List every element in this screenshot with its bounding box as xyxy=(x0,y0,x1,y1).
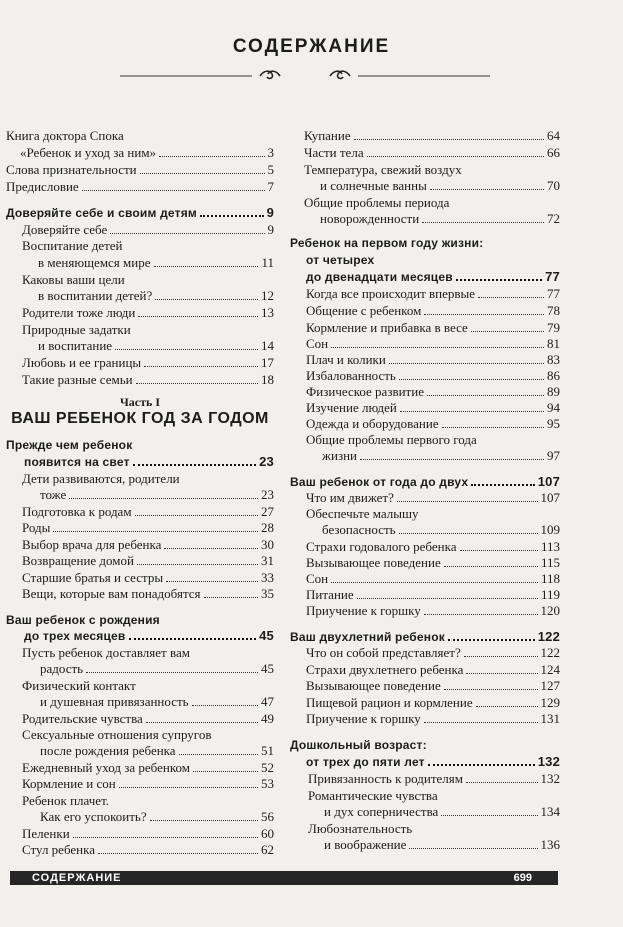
toc-page-number: 17 xyxy=(261,355,274,370)
toc-entry-label: Сон xyxy=(306,336,329,351)
toc-entry xyxy=(306,286,560,302)
toc-entry-label: Предисловие xyxy=(6,179,79,194)
dot-leader xyxy=(146,722,258,723)
dot-leader xyxy=(444,689,538,690)
toc-entry-label: Что он собой представляет? xyxy=(306,645,461,660)
toc-page-number: 77 xyxy=(547,286,560,301)
toc-entry xyxy=(22,570,274,586)
toc-page-number: 127 xyxy=(540,678,560,693)
dot-leader xyxy=(367,156,544,157)
toc-entry xyxy=(22,355,274,371)
toc-entry xyxy=(324,837,560,853)
toc-page-number: 94 xyxy=(547,400,560,415)
toc-page-number: 136 xyxy=(540,837,560,852)
toc-entry xyxy=(306,662,560,678)
dot-leader xyxy=(360,459,544,460)
toc-entry xyxy=(306,368,560,384)
toc-page-number: 62 xyxy=(261,842,274,857)
dot-leader xyxy=(456,279,542,281)
toc-entry-text: Обеспечьте малышу xyxy=(306,506,419,521)
toc-entry xyxy=(22,222,274,238)
toc-entry xyxy=(40,809,274,825)
part-title: ВАШ РЕБЕНОК ГОД ЗА ГОДОМ xyxy=(11,410,269,427)
toc-page-number: 45 xyxy=(261,661,274,676)
toc-page-number: 115 xyxy=(540,555,560,570)
footer-page-number: 699 xyxy=(513,872,532,884)
toc-page-number: 109 xyxy=(540,522,560,537)
toc-entry-label: и дух соперничества xyxy=(324,804,439,819)
toc-entry xyxy=(306,645,560,661)
dot-leader xyxy=(110,233,264,234)
toc-section-heading: Ваш ребенок с рождения xyxy=(6,613,160,627)
toc-page-number: 56 xyxy=(261,809,274,824)
toc-entry-label: Кормление и прибавка в весе xyxy=(306,320,468,335)
dot-leader xyxy=(441,815,537,816)
dot-leader xyxy=(137,564,258,565)
toc-entry-text: Книга доктора Спока xyxy=(6,128,124,143)
toc-page-number: 52 xyxy=(261,760,274,775)
toc-page-number: 81 xyxy=(547,336,560,351)
dot-leader xyxy=(471,331,544,332)
dot-leader xyxy=(193,771,258,772)
toc-entry-label: Избалованность xyxy=(306,368,396,383)
dot-leader xyxy=(397,501,538,502)
toc-page-number: 72 xyxy=(547,211,560,226)
toc-entry-text: Общие проблемы периода xyxy=(304,195,450,210)
toc-page-number: 45 xyxy=(259,628,274,643)
toc-page-number: 120 xyxy=(540,603,560,618)
toc-page-number: 119 xyxy=(540,587,560,602)
dot-leader xyxy=(133,464,256,466)
toc-page-number: 132 xyxy=(540,771,560,786)
toc-page-number: 83 xyxy=(547,352,560,367)
dot-leader xyxy=(204,597,258,598)
toc-entry xyxy=(22,586,274,602)
toc-entry-label: Старшие братья и сестры xyxy=(22,570,164,585)
dot-leader xyxy=(136,383,258,384)
toc-page-number: 9 xyxy=(267,222,274,237)
toc-page-number: 11 xyxy=(261,255,274,270)
toc-entry-label: «Ребенок и уход за ним» xyxy=(20,145,157,160)
toc-entry-label: и воспитание xyxy=(38,338,113,353)
toc-entry xyxy=(306,555,560,571)
dot-leader xyxy=(464,656,538,657)
toc-entry-label: Любовь и ее границы xyxy=(22,355,142,370)
toc-page-number: 23 xyxy=(261,487,274,502)
dot-leader xyxy=(144,366,258,367)
toc-entry xyxy=(306,490,560,506)
toc-page-number: 134 xyxy=(540,804,560,819)
toc-entry-label: Роды xyxy=(22,520,51,535)
toc-entry-label: Сон xyxy=(306,571,329,586)
toc-entry-label: Родители тоже люди xyxy=(22,305,136,320)
dot-leader xyxy=(448,639,535,641)
toc-entry-label: и воображение xyxy=(324,837,407,852)
toc-entry xyxy=(306,384,560,400)
dot-leader xyxy=(135,515,258,516)
toc-entry-label: Вызывающее поведение xyxy=(306,555,441,570)
toc-entry-text: Любознательность xyxy=(308,821,413,836)
toc-entry xyxy=(40,743,274,759)
toc-entry-label: Когда все происходит впервые xyxy=(306,286,476,301)
toc-page-number: 33 xyxy=(261,570,274,585)
toc-entry-label: Подготовка к родам xyxy=(22,504,132,519)
toc-page-number: 131 xyxy=(540,711,560,726)
toc-entry xyxy=(20,145,274,161)
toc-entry-text: Сексуальные отношения супругов xyxy=(22,727,212,742)
toc-page-number: 89 xyxy=(547,384,560,399)
toc-entry-text: Температура, свежий воздух xyxy=(304,162,462,177)
toc-entry-label: Страхи годовалого ребенка xyxy=(306,539,457,554)
toc-entry-label: Привязанность к родителям xyxy=(308,771,463,786)
toc-entry-text: Физический контакт xyxy=(22,678,136,693)
toc-page-number: 5 xyxy=(267,162,274,177)
toc-entry-label: до трех месяцев xyxy=(24,629,126,643)
toc-entry xyxy=(306,400,560,416)
dot-leader xyxy=(179,754,258,755)
toc-entry-text: Пусть ребенок доставляет вам xyxy=(22,645,190,660)
toc-entry-label: Общение с ребенком xyxy=(306,303,422,318)
dot-leader xyxy=(192,705,258,706)
toc-page-number: 124 xyxy=(540,662,560,677)
toc-section-entry xyxy=(24,454,274,470)
toc-entry-label: Приучение к горшку xyxy=(306,603,421,618)
toc-page-number: 66 xyxy=(547,145,560,160)
toc-page-number: 23 xyxy=(259,454,274,469)
toc-entry-label: тоже xyxy=(40,487,67,502)
dot-leader xyxy=(140,173,265,174)
toc-entry-label: и душевная привязанность xyxy=(40,694,189,709)
toc-page-number: 13 xyxy=(261,305,274,320)
toc-entry-text: Ребенок плачет. xyxy=(22,793,110,808)
toc-page-number: 79 xyxy=(547,320,560,335)
toc-entry xyxy=(306,571,560,587)
toc-entry-text: Природные задатки xyxy=(22,322,131,337)
toc-page-number: 64 xyxy=(547,128,560,143)
toc-section-entry xyxy=(24,628,274,644)
toc-page-number: 53 xyxy=(261,776,274,791)
toc-page-number: 9 xyxy=(266,205,274,220)
toc-entry xyxy=(22,520,274,536)
dot-leader xyxy=(150,820,258,821)
toc-entry-label: Вещи, которые вам понадобятся xyxy=(22,586,201,601)
toc-page-number: 107 xyxy=(540,490,560,505)
toc-entry-label: и солнечные ванны xyxy=(320,178,427,193)
toc-entry-label: в меняющемся мире xyxy=(38,255,151,270)
toc-entry xyxy=(22,305,274,321)
toc-entry xyxy=(22,776,274,792)
dot-leader xyxy=(115,349,258,350)
dot-leader xyxy=(424,314,544,315)
toc-entry xyxy=(40,694,274,710)
toc-entry-label: Пищевой рацион и кормление xyxy=(306,695,473,710)
toc-section-entry xyxy=(6,205,274,221)
toc-page-number: 3 xyxy=(267,145,274,160)
toc-page-number: 122 xyxy=(540,645,560,660)
dot-leader xyxy=(444,566,538,567)
toc-page-number: 132 xyxy=(537,754,560,769)
toc-page-number: 47 xyxy=(261,694,274,709)
dot-leader xyxy=(164,548,258,549)
toc-entry-label: после рождения ребенка xyxy=(40,743,176,758)
toc-entry-text: Каковы ваши цели xyxy=(22,272,125,287)
toc-entry-label: безопасность xyxy=(322,522,396,537)
dot-leader xyxy=(476,706,538,707)
toc-entry-label: Родительские чувства xyxy=(22,711,143,726)
toc-entry xyxy=(306,303,560,319)
toc-entry-label: Части тела xyxy=(304,145,364,160)
dot-leader xyxy=(331,582,538,583)
dot-leader xyxy=(138,316,258,317)
toc-page-number: 97 xyxy=(547,448,560,463)
toc-page-number: 12 xyxy=(261,288,274,303)
toc-entry xyxy=(306,352,560,368)
toc-entry xyxy=(306,587,560,603)
toc-page-number: 107 xyxy=(537,474,560,489)
toc-entry-label: Как его успокоить? xyxy=(40,809,147,824)
dot-leader xyxy=(422,222,544,223)
footer-bar xyxy=(10,871,558,885)
toc-page-number: 60 xyxy=(261,826,274,841)
toc-entry xyxy=(22,842,274,858)
dot-leader xyxy=(466,782,538,783)
dot-leader xyxy=(129,638,257,640)
dot-leader xyxy=(200,215,264,217)
toc-page-number: 86 xyxy=(547,368,560,383)
toc-section-heading: Дошкольный возраст: xyxy=(290,738,427,752)
toc-entry xyxy=(22,711,274,727)
toc-entry-label: Возвращение домой xyxy=(22,553,134,568)
part-label: Часть I xyxy=(119,395,161,409)
dot-leader xyxy=(430,189,544,190)
toc-entry xyxy=(304,128,560,144)
dot-leader xyxy=(478,297,544,298)
toc-entry-label: радость xyxy=(40,661,84,676)
toc-entry xyxy=(322,522,560,538)
toc-entry xyxy=(38,338,274,354)
toc-section-entry xyxy=(306,269,560,285)
toc-entry xyxy=(6,179,274,195)
toc-entry xyxy=(306,603,560,619)
toc-entry-label: Приучение к горшку xyxy=(306,711,421,726)
dot-leader xyxy=(119,787,258,788)
toc-entry-label: новорожденности xyxy=(320,211,420,226)
toc-section-entry xyxy=(290,474,560,490)
toc-entry xyxy=(306,695,560,711)
toc-section-entry xyxy=(290,629,560,645)
toc-entry xyxy=(324,804,560,820)
toc-page-number: 18 xyxy=(261,372,274,387)
toc-entry xyxy=(306,320,560,336)
toc-entry-text: Воспитание детей xyxy=(22,238,123,253)
toc-page-number: 35 xyxy=(261,586,274,601)
dot-leader xyxy=(155,299,258,300)
dot-leader xyxy=(460,550,538,551)
toc-entry xyxy=(306,336,560,352)
dot-leader xyxy=(389,363,544,364)
dot-leader xyxy=(400,411,544,412)
toc-entry-label: Пеленки xyxy=(22,826,70,841)
dot-leader xyxy=(159,156,264,157)
toc-entry-label: Ваш двухлетний ребенок xyxy=(290,630,445,644)
toc-page-number: 28 xyxy=(261,520,274,535)
dot-leader xyxy=(331,347,544,348)
divider-ornament xyxy=(120,68,490,82)
dot-leader xyxy=(53,531,258,532)
toc-entry xyxy=(40,661,274,677)
toc-entry xyxy=(22,537,274,553)
toc-entry-label: Доверяйте себе и своим детям xyxy=(6,206,197,220)
toc-entry-text: Дети развиваются, родители xyxy=(22,471,180,486)
dot-leader xyxy=(154,266,259,267)
footer-title: СОДЕРЖАНИЕ xyxy=(32,872,122,884)
toc-page-number: 27 xyxy=(261,504,274,519)
toc-entry xyxy=(22,372,274,388)
dot-leader xyxy=(399,379,544,380)
toc-entry-label: жизни xyxy=(322,448,357,463)
toc-entry xyxy=(38,288,274,304)
toc-entry-label: Такие разные семьи xyxy=(22,372,133,387)
dot-leader xyxy=(82,190,265,191)
toc-entry-label: Выбор врача для ребенка xyxy=(22,537,162,552)
toc-entry xyxy=(322,448,560,464)
toc-page-number: 113 xyxy=(540,539,560,554)
toc-page-number: 122 xyxy=(537,629,560,644)
toc-entry xyxy=(22,760,274,776)
toc-entry-label: Стул ребенка xyxy=(22,842,96,857)
dot-leader xyxy=(428,764,535,766)
dot-leader xyxy=(166,581,258,582)
toc-page-number: 78 xyxy=(547,303,560,318)
toc-entry-text: Романтические чувства xyxy=(308,788,438,803)
dot-leader xyxy=(69,498,258,499)
toc-entry xyxy=(306,711,560,727)
dot-leader xyxy=(442,427,544,428)
dot-leader xyxy=(98,853,258,854)
toc-entry-label: Что им движет? xyxy=(306,490,394,505)
toc-entry-label: появится на свет xyxy=(24,455,130,469)
toc-entry xyxy=(320,211,560,227)
toc-entry xyxy=(306,416,560,432)
toc-page-number: 70 xyxy=(547,178,560,193)
toc-entry-label: до двенадцати месяцев xyxy=(306,270,453,284)
toc-entry-label: Питание xyxy=(306,587,354,602)
toc-section-heading: от четырех xyxy=(306,253,375,267)
toc-entry xyxy=(38,255,274,271)
toc-entry-label: Слова признательности xyxy=(6,162,137,177)
toc-page-number: 30 xyxy=(261,537,274,552)
dot-leader xyxy=(399,533,538,534)
toc-page-number: 51 xyxy=(261,743,274,758)
dot-leader xyxy=(466,673,537,674)
toc-entry-label: от трех до пяти лет xyxy=(306,755,425,769)
page-title: СОДЕРЖАНИЕ xyxy=(232,36,391,57)
dot-leader xyxy=(409,848,537,849)
toc-entry-label: в воспитании детей? xyxy=(38,288,153,303)
toc-page-number: 129 xyxy=(540,695,560,710)
toc-page-number: 31 xyxy=(261,553,274,568)
dot-leader xyxy=(424,614,538,615)
toc-entry xyxy=(40,487,274,503)
toc-entry xyxy=(22,553,274,569)
dot-leader xyxy=(471,484,534,486)
toc-page-number: 7 xyxy=(267,179,274,194)
toc-entry xyxy=(306,539,560,555)
dot-leader xyxy=(73,837,258,838)
toc-entry-label: Купание xyxy=(304,128,351,143)
toc-entry xyxy=(304,145,560,161)
toc-entry xyxy=(22,826,274,842)
toc-section-entry xyxy=(306,754,560,770)
toc-entry-label: Доверяйте себе xyxy=(22,222,108,237)
toc-entry-label: Вызывающее поведение xyxy=(306,678,441,693)
dot-leader xyxy=(357,598,538,599)
dot-leader xyxy=(354,139,544,140)
toc-page-number: 95 xyxy=(547,416,560,431)
toc-entry xyxy=(306,678,560,694)
toc-section-heading: Ребенок на первом году жизни: xyxy=(290,236,484,250)
toc-entry-label: Ваш ребенок от года до двух xyxy=(290,475,469,489)
toc-entry xyxy=(308,771,560,787)
toc-entry-label: Страхи двухлетнего ребенка xyxy=(306,662,464,677)
toc-entry-label: Кормление и сон xyxy=(22,776,116,791)
dot-leader xyxy=(86,672,258,673)
dot-leader xyxy=(424,722,538,723)
toc-entry-label: Одежда и оборудование xyxy=(306,416,439,431)
toc-entry-text: Общие проблемы первого года xyxy=(306,432,477,447)
toc-page-number: 14 xyxy=(261,338,274,353)
toc-entry-label: Изучение людей xyxy=(306,400,397,415)
toc-entry-label: Ежедневный уход за ребенком xyxy=(22,760,190,775)
toc-entry xyxy=(320,178,560,194)
dot-leader xyxy=(427,395,544,396)
toc-entry xyxy=(6,162,274,178)
toc-entry-label: Физическое развитие xyxy=(306,384,424,399)
toc-entry-label: Плач и колики xyxy=(306,352,386,367)
toc-section-heading: Прежде чем ребенок xyxy=(6,438,133,452)
toc-page-number: 77 xyxy=(545,269,560,284)
toc-page-number: 49 xyxy=(261,711,274,726)
toc-entry xyxy=(22,504,274,520)
toc-page-number: 118 xyxy=(540,571,560,586)
